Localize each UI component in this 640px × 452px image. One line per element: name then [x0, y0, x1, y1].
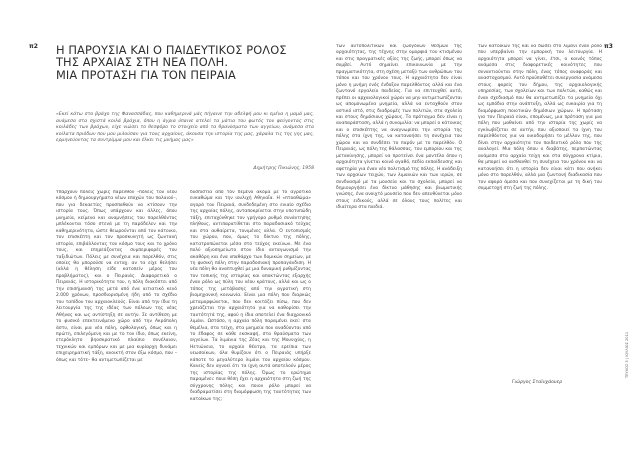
body-column-2 — [190, 190, 311, 405]
issue-label — [625, 318, 630, 378]
body-paragraph: δυσπιστία από τον δεμένο ακόμα με το αγροτικό ευκαθώμα και την ιουλιχή Αθηναΐα. Η «πτοαθώμα» αγορά του Πειραιά, συνδεδεμένη στο ενιαίο σχέδιο της αρχαίας πόλης, ανταποκρίνεται στην υποτυπώδη τάξη, επιταχύνθηκε τον γρήγορο ρυθμό συνάντησης πλήθους, αντιπαρατίθεται στο παραδοσιακό τεύχος και στα αυθαίρετα, τονιμένες αλλα. Ο εντοπισμός του χώρου, που, όμως το δίκτυο της πόλης, κατατροπώνεται μέσα στο τεύχος εκείνων. Με ένα πολύ αξιοσημείωτο στον ίδιο ανταγωνισμό την ακαθόρη και ένα υπαθάρχο των δομικών σημείων, με τη φυσική πόλη στην παραδοσιακή προπαγάνδιση. Η νέα πόλη θα αναπτυχθεί με μια δυναμική ρυθμίζοντας τον τοπικής της ιστορίας και αποκτώντας εξαρχής έναν ρόλο ως πύλη του νέου κράτους, αλλά και ως ο τόπος της μετάβασης από την αγροτική στη βιομηχανική κοινωνία. Είναι μια πόλη που διαρκώς μεταμορφώνεται, που δεν κοιτάζει πίσω, που δεν χρειάζεται την αρχαιότητα για να καθορίσει την ταυτότητά της, αφού η ίδια αποτελεί ένα διαχρονικό λιμάνι. Ωστόσο, η αρχαία πόλη παραμένει εκεί: στα θεμέλια, στα τείχη, στα μνημεία που αναδύονται από το έδαφος σε κάθε εκσκαφή, στα θραύσματα των αγγείων. Τα λιμάνια της Ζέας και της Μουνιχίας, η Ηετιώνεια, το αρχαίο θέατρο, τα ερείπια των νεωσοίκων, όλα θυμίζουν ότι ο Πειραιάς υπήρξε κάποτε το μεγαλύτερο λιμάνι του αρχαίου κόσμου. Κανείς δεν αγνοεί ότι τα ίχνη αυτά αποτελούν μέρος της ιστορίας της πόλης. Όμως το ερώτημα παραμένει: ποια θέση έχει η αρχαιότητα στη ζωή της σύγχρονης πόλης και ποιον ρόλο μπορεί να διαδραματίσει στη διαμόρφωση της ταυτότητας των κατοίκων της; — [190, 190, 311, 402]
title-line: ΜΙΑ ΠΡΟΤΑΣΗ ΓΙΑ ΤΟΝ ΠΕΙΡΑΙΑ — [56, 67, 236, 82]
body-paragraph: των αυτοπολιτικών και ζωογόνων θεσμών της αρχαιότητας, της τέχνης στην ομορφιά του κτισμένου και στις πραγματικές αξίες της ζωής, μπορεί όπως να συμβεί. Αυτό σημαίνει επικοινωνία με την πραγματικότητα, στη σχέση μεταξύ των ανθρώπων του τόπου και του χρόνου τους. Η αρχαιότητα δεν είναι μόνο η μνήμη ενός ένδοξου παρελθόντος αλλά και ένα ζωντανό εργαλείο παιδείας. Για να επιτευχθεί αυτό, πρέπει οι αρχαιολογικοί χώροι να μην αντιμετωπίζονται ως απομονωμένα μνημεία, αλλά να ενταχθούν στον αστικό ιστό, στις διαδρομές των πολιτών, στα σχολεία και στους δημόσιους χώρους. Το πρόταγμα δεν είναι η αναπαράσταση, αλλά η συνομιλία: να μπορεί ο κάτοικος και ο επισκέπτης να αναγνωρίσει την ιστορία της πόλης στα ίχνη της, να κατανοήσει τη συνέχεια του χώρου και να συνδέσει το παρόν με το παρελθόν. Ο Πειραιάς, ως πόλη της θάλασσας, του εμπορίου και της μετακίνησης, μπορεί να προτείνει ένα μοντέλο όπου η αρχαιότητα γίνεται κοινό αγαθό, πεδίο εκπαίδευσης και αφετηρία για έναν νέο πολιτισμό της πόλης. Η ανάδειξη των αρχαίων τειχών, των λιμανιών και των ιερών, σε συνδυασμό με τα μουσεία και τα σχολεία, μπορεί να δημιουργήσει ένα δίκτυο μάθησης και βιωματικής γνώσης, ένα ανοιχτό μουσείο που δεν απευθύνεται μόνο στους ειδικούς, αλλά σε όλους τους πολίτες και ιδιαίτερα στα παιδιά. — [336, 44, 462, 211]
body-paragraph: των κατοίκων της και να δώσει στο λιμάνι έναν ρόλο που υπερβαίνει την εμπορική του λειτουργία. Η αρχαιότητα μπορεί να γίνει, έτσι, ο κοινός τόπος ανάμεσα στις διαφορετικές κοινότητες που συναντιούνται στην πόλη, ένας τόπος αναφοράς και αναστοχασμού. Αυτό προϋποθέτει συνεργασία ανάμεσα στους φορείς του δήμου, της αρχαιολογικής υπηρεσίας, των σχολείων και των πολιτών, καθώς και έναν σχεδιασμό που θα αντιμετωπίζει τα μνημεία όχι ως εμπόδια στην ανάπτυξη, αλλά ως ευκαιρία για τη διαμόρφωση ποιοτικών δημόσιων χώρων. Η πρόταση για τον Πειραιά είναι, επομένως, μια πρόταση για μια πόλη που μαθαίνει από την ιστορία της χωρίς να εγκλωβίζεται σε αυτήν, που αξιοποιεί τα ίχνη του παρελθόντος για να οικοδομήσει το μέλλον της, που δίνει στην αρχαιότητα τον παιδευτικό ρόλο που της αναλογεί. Μια πόλη όπου ο διαβάτης, περπατώντας ανάμεσα στα αρχαία τείχη και στα σύγχρονα κτίρια, θα μπορεί να αισθανθεί τη συνέχεια του χρόνου και να κατανοήσει ότι η ιστορία δεν είναι κάτι που ανήκει μόνο στο παρελθόν, αλλά μια ζωντανή διαδικασία που τον αφορά άμεσα και που συνεχίζεται με τη δική του συμμετοχή στη ζωή της πόλης. — [478, 44, 602, 191]
left-page-number: π2 — [29, 43, 38, 50]
right-page-number: π3 — [604, 43, 613, 50]
epigraph-attribution: Δημήτρης Πικιώνης, 1958 — [253, 166, 314, 171]
title-line: ΤΗΣ ΑΡΧΑΙΑΣ ΣΤΗ ΝΕΑ ΠΟΛΗ. — [56, 55, 229, 70]
body-column-3 — [336, 44, 462, 390]
article-title — [56, 44, 306, 81]
body-paragraph: Υπάρχουν πόλεις χωρίς παρελθόν –πόλεις του νέου κόσμου ή δημιουργήματα νέων εποχών του παλαιού–, που για δεκαετίες προσπαθούν να κτίσουν την ιστορία τους. Όπως υπάρχουν και άλλες, όπου μνημεία, κείμενα και αναμνήσεις του παρελθόντος μπλέκονται τόσο στενά με τη παρόδελεν και την καθημερινότητα, ώστε θεωρούνται από τον κάτοικο, τον επισκέπτη και τον προσκυνητή ως ζωντανή ιστορία, επιβάλλοντας τον κόσμο τους και το χρόνο τους, και επηρεάζοντας συμπεριφορές του ταξιδιώτων. Πόλεις με συνέχεια και παρελθόν, στις οποίες θα μπορούσε να ενταχ. αν τα είχε θελήσει (αλλά η θέληση είδε κατοπείν μέρος του προβλήματος), και ο Πειραιάς. Διαφορετικά ο Πειραιάς. Η ιστορικότητα του, η πόλη διακόπτει από την επισήμανσή της μετά από ένα αιτιατικό κενό 2.000 χρόνων, προσδιορισμένη ήδη από το σχέδιο του ταπίδου του αρχαιοκλεούς. Είναι από την ίδια τη λειτουργία της της ιδέας των πόλεων της νέας Αθήνας και ως αντίστηξη σε αυτήν. Σε αντίθεση με το φυσικό επεκτεινόμενο χώρο από την Ακρόπολη άστυ, είναι μια νέα πόλη, ορθολογική, όπως και η πρώτη, επιλεγόμενη και με το τον ίδιο, όπως εκείνη, ετερόκλητο βηοσκρατικό πλαίσιο συνέλαιαν, τεχνικών και εμπόρων και με μια κυρίαρχη δυνάμει επιχειρηματική τάξη, ανοικτή στον έξω κόσμο, που –όπως και τότε– θα αντιμετωπίζεται με — [56, 190, 177, 363]
epigraph-quote: «Εκεί κάτω στο βράχο της Φανασσάδας, που καθημερινά μάς πήγαινε την αδελφή μου κι εμένα η μαμά μας, ανάμεσα στα σχιστά κοιλά βράχια, όπου η άγρια ύπαινε ατελεί τα μάτια του φωτός του φεύγοντας στις κοιλάδες των βράχων, είχε νιώσει το θεσφόρο το στοιχείο από τα θρανύσματα των αγγείων, ανάμεσα στα κοίλατα πριόδων που μου μιλούσαν για τους αρχαίους, άκουσα την ιστορία της μας, χάραλα τις της γης μας, ερμηνεύοντας τα συντρίμμα μου και έλκει τις μνήμας μας» — [56, 112, 314, 143]
body-column-4 — [478, 44, 602, 374]
title-line: Η ΠΑΡΟΥΣΙΑ ΚΑΙ Ο ΠΑΙΔΕΥΤΙΚΟΣ ΡΟΛΟΣ — [56, 43, 287, 57]
issue-label-text: ΤΕΥΧΟΣ 3 | ΙΟΥΛΙΟΣ 2011 — [625, 331, 629, 378]
body-column-1 — [56, 190, 177, 405]
author-signature: Γιώργος Σταϊνχάουερ — [512, 380, 562, 385]
